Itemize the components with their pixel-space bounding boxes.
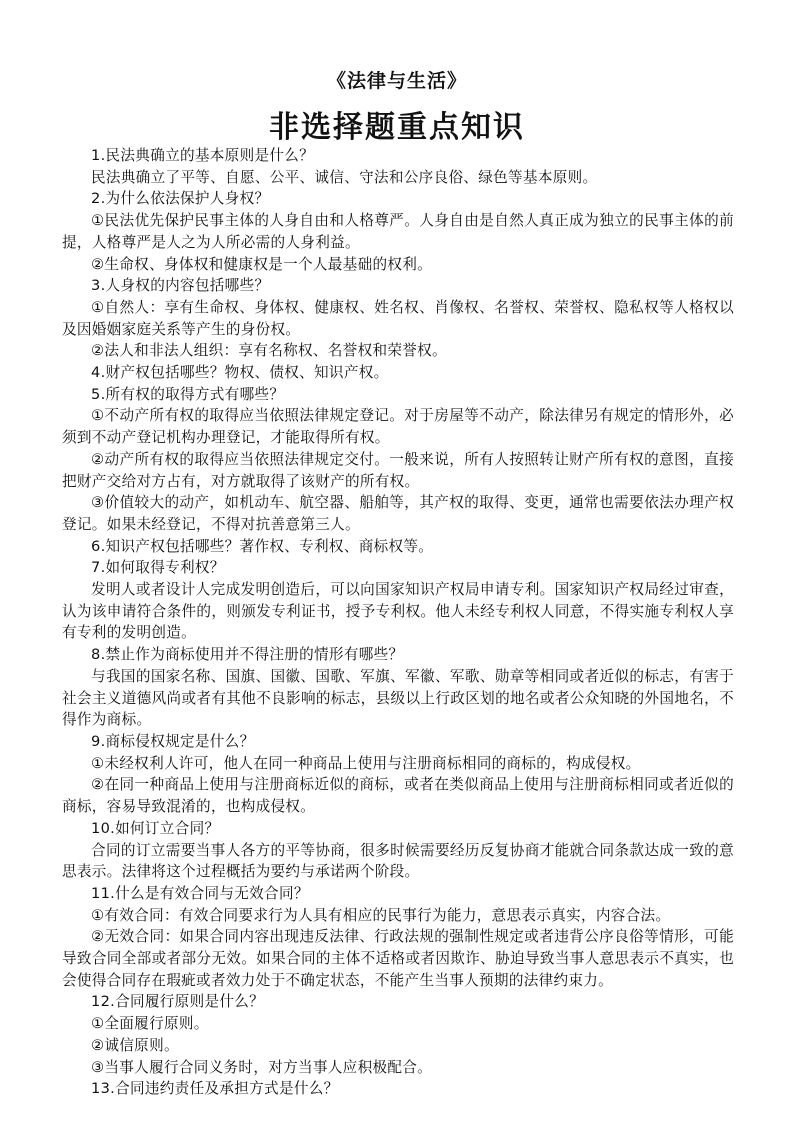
answer-paragraph: ②动产所有权的取得应当依照法律规定交付。一般来说，所有人按照转让财产所有权的意图，直接把财产交给对方占有，对方就取得了该财产的所有权。 [62,450,734,490]
answer-paragraph: 与我国的国家名称、国旗、国徽、国歌、军旗、军徽、军歌、勋章等相同或者近似的标志，有害于社会主义道德风尚或者有其他不良影响的标志，县级以上行政区划的地名或者公众知晓的外国地名，不得作为商标。 [62,667,734,729]
document-subtitle: 《法律与生活》 [326,70,467,92]
answer-paragraph: ①自然人：享有生命权、身体权、健康权、姓名权、肖像权、名誉权、荣誉权、隐私权等人格权以及因婚姻家庭关系等产生的身份权。 [62,298,734,338]
answer-paragraph: 民法典确立了平等、自愿、公平、诚信、守法和公序良俗、绿色等基本原则。 [91,168,598,186]
question-heading: 7.如何取得专利权？ [91,559,225,577]
answer-paragraph: ①民法优先保护民事主体的人身自由和人格尊严。人身自由是自然人真正成为独立的民事主体的前提，人格尊严是人之为人所必需的人身利益。 [62,212,734,251]
document-title: 非选择题重点知识 [269,110,525,145]
answer-paragraph: ①有效合同：有效合同要求行为人具有相应的民事行为能力，意思表示真实，内容合法。 [91,906,671,924]
question-heading: 10.如何订立合同？ [91,819,220,837]
answer-paragraph: ②无效合同：如果合同内容出现违反法律、行政法规的强制性规定或者违背公序良俗等情形，可能导致合同全部或者部分无效。如果合同的主体不适格或者因欺诈、胁迫导致当事人意思表示不真实，也会使得合同存在瑕疵或者效力处于不确定状态，不能产生当事人预期的法律约束力。 [62,928,734,989]
answer-paragraph: ②在同一种商品上使用与注册商标近似的商标，或者在类似商品上使用与注册商标相同或者近似的商标，容易导致混淆的，也构成侵权。 [62,776,734,816]
answer-paragraph: ③价值较大的动产，如机动车、航空器、船舶等，其产权的取得、变更，通常也需要依法办理产权登记。如果未经登记，不得对抗善意第三人。 [62,494,734,533]
answer-paragraph: ①未经权利人许可，他人在同一种商品上使用与注册商标相同的商标的，构成侵权。 [91,754,641,772]
question-heading: 3.人身权的内容包括哪些？ [91,277,270,295]
answer-paragraph: ①不动产所有权的取得应当依照法律规定登记。对于房屋等不动产，除法律另有规定的情形外，必须到不动产登记机构办理登记，才能取得所有权。 [62,407,734,447]
answer-paragraph: ②法人和非法人组织：享有名称权、名誉权和荣誉权。 [91,342,447,360]
answer-paragraph: ①全面履行原则。 [91,1015,209,1033]
question-heading: 1.民法典确立的基本原则是什么？ [91,147,315,164]
question-heading: 2.为什么依法保护人身权？ [91,190,270,208]
answer-paragraph: ③当事人履行合同义务时，对方当事人应积极配合。 [91,1058,433,1076]
question-heading: 5.所有权的取得方式有哪些？ [91,385,285,403]
document-body [62,145,734,1100]
question-heading: 12.合同履行原则是什么？ [91,993,265,1011]
question-heading: 13.合同违约责任及承担方式是什么？ [91,1080,339,1098]
question-heading: 8.禁止作为商标使用并不得注册的情形有哪些？ [91,646,404,664]
answer-paragraph: 发明人或者设计人完成发明创造后，可以向国家知识产权局申请专利。国家知识产权局经过审查，认为该申请符合条件的，则颁发专利证书，授予专利权。他人未经专利权人同意，不得实施专利权人享有专利的发明创造。 [62,581,734,642]
question-heading: 11.什么是有效合同与无效合同？ [91,884,309,902]
answer-paragraph: 合同的订立需要当事人各方的平等协商，很多时候需要经历反复协商才能就合同条款达成一致的意思表示。法律将这个过程概括为要约与承诺两个阶段。 [62,841,734,881]
answer-paragraph: ②诚信原则。 [91,1036,179,1054]
question-heading: 9.商标侵权规定是什么？ [91,732,255,750]
question-heading: 6.知识产权包括哪些？著作权、专利权、商标权等。 [91,537,434,555]
question-heading: 4.财产权包括哪些？物权、债权、知识产权。 [91,364,389,382]
answer-paragraph: ②生命权、身体权和健康权是一个人最基础的权利。 [91,255,433,273]
